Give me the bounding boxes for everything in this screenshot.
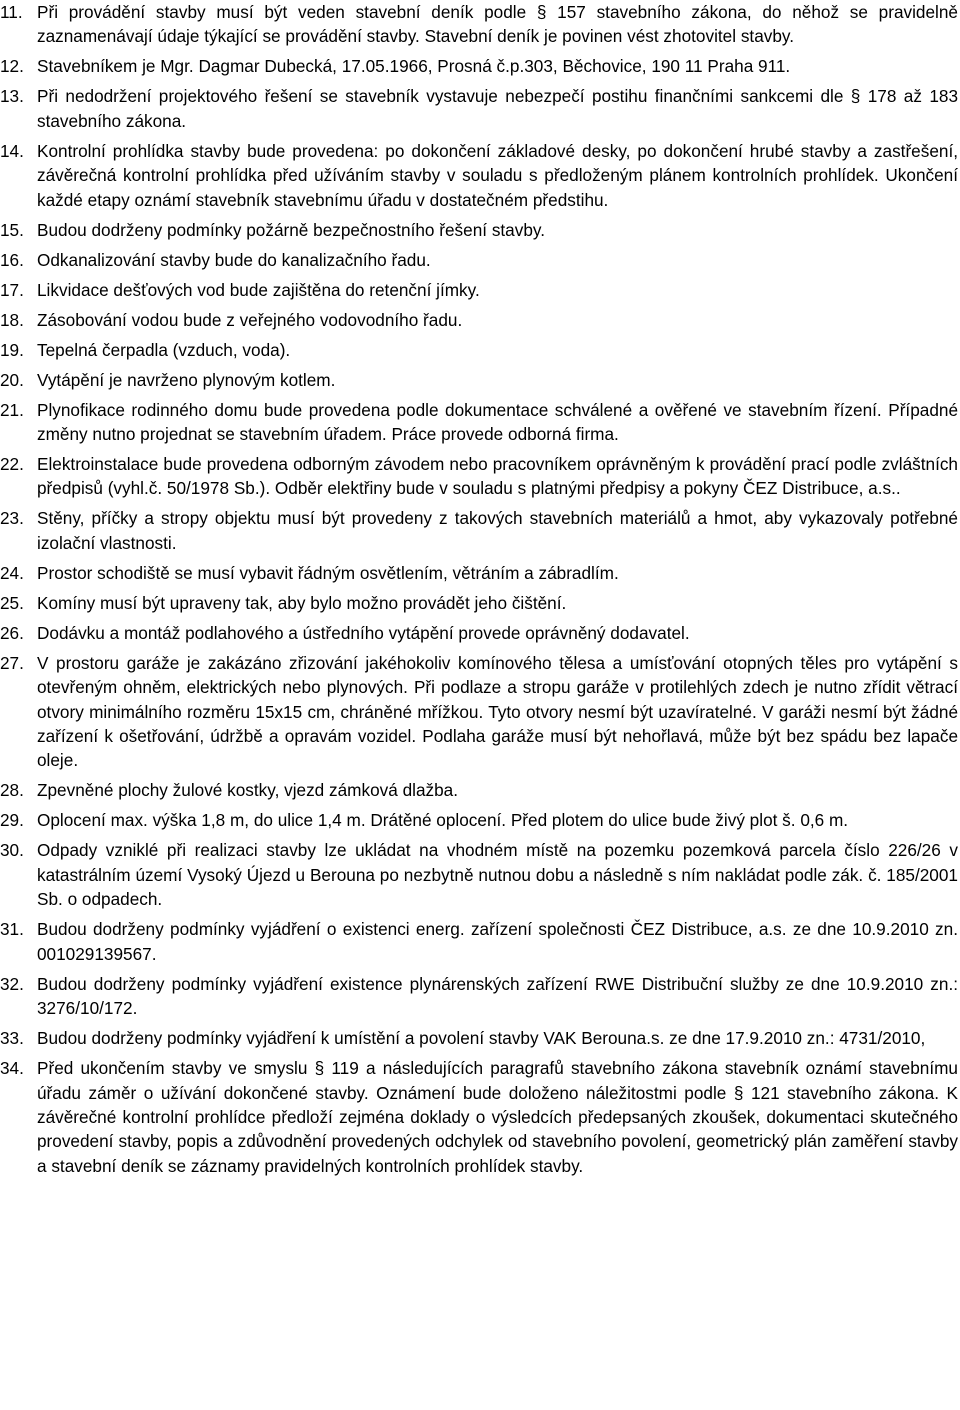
item-text: Zpevněné plochy žulové kostky, vjezd zámková dlažba. [37,780,458,801]
item-number: 22. [0,454,24,475]
list-item-13 [0,84,958,133]
list-item-15 [0,218,958,242]
list-item-29 [0,808,958,832]
list-item-11 [0,0,958,49]
list-item-17 [0,278,958,302]
item-text: Stěny, příčky a stropy objektu musí být provedeny z takových stavebních materiálů a hmot, aby vykazovaly potřebné izolační vlastnosti. [37,508,958,553]
list-item-19 [0,338,958,362]
item-text: Budou dodrženy podmínky vyjádření existence plynárenských zařízení RWE Distribuční služby ze dne 10.9.2010 zn.: 3276/10/172. [37,973,958,1019]
item-text: Před ukončením stavby ve smyslu § 119 a následujících paragrafů stavebního zákona stavebník oznámí stavebnímu úřadu záměr o užívání dokončené stavby. Oznámení bude doloženo náležitostmi podle § 121 stavebního zákona. K závěrečné kontrolní prohlídce předloží zejména doklady o výsledcích předepsaných zkoušek, dokumentaci skutečného provedení stavby, popis a zdůvodnění provedených odchylek od stavebního povolení, geometrický plán zaměření stavby a stavební deník se záznamy pravidelných kontrolních prohlídek stavby. [37,1058,958,1176]
item-number: 24. [0,562,24,583]
item-text: Zásobování vodou bude z veřejného vodovodního řadu. [37,309,463,330]
list-item-23 [0,506,958,555]
item-text: Odpady vzniklé při realizaci stavby lze ukládat na vhodném místě na pozemku pozemková parcela číslo 226/26 v katastrálním území Vysoký Újezd u Berouna po nezbytně nutnou dobu a následně s ním nakládat podle zák. č. 185/2001 Sb. o odpadech. [37,840,958,910]
list-item-27 [0,651,958,773]
item-text: Odkanalizování stavby bude do kanalizačního řadu. [37,249,431,270]
item-text: Elektroinstalace bude provedena odborným závodem nebo pracovníkem oprávněným k provádění prací podle zvláštních předpisů (vyhl.č. 50/1978 Sb.). Odběr elektřiny bude v souladu s platnými předpisy a pokyny ČEZ Distribuce, a.s.. [37,454,958,499]
list-item-26 [0,621,958,645]
item-text: Prostor schodiště se musí vybavit řádným osvětlením, větráním a zábradlím. [37,562,619,583]
item-number: 17. [0,279,24,300]
item-text: Komíny musí být upraveny tak, aby bylo možno provádět jeho čištění. [37,592,567,613]
item-number: 26. [0,622,24,643]
list-item-14 [0,139,958,212]
item-number: 25. [0,592,24,613]
item-text: Budou dodrženy podmínky vyjádření k umístění a povolení stavby VAK Berouna.s. ze dne 17.9.2010 zn.: 4731/2010, [37,1028,926,1049]
item-number: 21. [0,399,24,420]
item-text: Stavebníkem je Mgr. Dagmar Dubecká, 17.05.1966, Prosná č.p.303, Běchovice, 190 11 Praha 911. [37,56,791,77]
item-number: 20. [0,369,24,390]
item-text: Vytápění je navrženo plynovým kotlem. [37,369,336,390]
item-number: 18. [0,309,24,330]
list-item-31 [0,917,958,966]
item-number: 32. [0,973,24,994]
item-text: Budou dodrženy podmínky vyjádření o existenci energ. zařízení společnosti ČEZ Distribuce, a.s. ze dne 10.9.2010 zn. 001029139567. [37,919,958,964]
item-text: Likvidace dešťových vod bude zajištěna do retenční jímky. [37,279,480,300]
item-number: 15. [0,219,24,240]
item-number: 16. [0,249,24,270]
item-text: Plynofikace rodinného domu bude provedena podle dokumentace schválené a ověřené ve stavebním řízení. Případné změny nutno projednat se stavebním úřadem. Práce provede odborná firma. [37,399,958,445]
list-item-22 [0,452,958,501]
item-text: Oplocení max. výška 1,8 m, do ulice 1,4 m. Drátěné oplocení. Před plotem do ulice bude živý plot š. 0,6 m. [37,810,849,831]
list-item-30 [0,838,958,911]
item-text: V prostoru garáže je zakázáno zřizování jakéhokoliv komínového tělesa a umísťování otopných těles pro vytápění s otevřeným ohněm, elektrických nebo plynových. Při podlaze a stropu garáže v protilehlých zdech je nutno zřídit větrací otvory minimálního rozměru 15x15 cm, chráněné mřížkou. Tyto otvory nesmí být uzavíratelné. V garáži nesmí být žádné zařízení k ošetřování, údržbě a opravám vozidel. Podlaha garáže musí být nehořlavá, může být bez spádu bez lapače oleje. [37,652,958,771]
list-item-18 [0,308,958,332]
item-number: 33. [0,1028,24,1049]
list-item-33 [0,1026,958,1050]
item-number: 11. [0,2,23,22]
item-number: 12. [0,56,24,77]
item-number: 29. [0,810,24,831]
list-item-28 [0,778,958,802]
item-number: 30. [0,840,24,861]
list-item-34 [0,1056,958,1178]
item-number: 28. [0,780,24,801]
item-number: 34. [0,1058,24,1079]
list-item-20 [0,368,958,392]
list-item-16 [0,248,958,272]
list-item-25 [0,591,958,615]
item-text: Budou dodrženy podmínky požárně bezpečnostního řešení stavby. [37,219,545,240]
item-number: 23. [0,508,24,529]
item-number: 31. [0,919,24,940]
item-text: Kontrolní prohlídka stavby bude provedena: po dokončení základové desky, po dokončení hrubé stavby a zastřešení, závěrečná kontrolní prohlídka před užíváním stavby v souladu s předloženým plánem kontrolních prohlídek. Ukončení každé etapy oznámí stavebník stavebnímu úřadu v dostatečném předstihu. [37,140,958,210]
list-item-12 [0,54,958,78]
list-item-32 [0,972,958,1021]
item-number: 13. [0,86,24,107]
item-text: Při provádění stavby musí být veden stavební deník podle § 157 stavebního zákona, do něhož se pravidelně zaznamenávají údaje týkající se provádění stavby. Stavební deník je povinen vést zhotovitel stavby. [37,2,958,47]
item-text: Při nedodržení projektového řešení se stavebník vystavuje nebezpečí postihu finančními sankcemi dle § 178 až 183 stavebního zákona. [37,86,958,131]
item-text: Dodávku a montáž podlahového a ústředního vytápění provede oprávněný dodavatel. [37,622,690,643]
item-number: 19. [0,339,24,360]
item-number: 27. [0,652,24,673]
item-text: Tepelná čerpadla (vzduch, voda). [37,339,291,360]
list-item-24 [0,561,958,585]
list-item-21 [0,398,958,447]
item-number: 14. [0,140,24,161]
